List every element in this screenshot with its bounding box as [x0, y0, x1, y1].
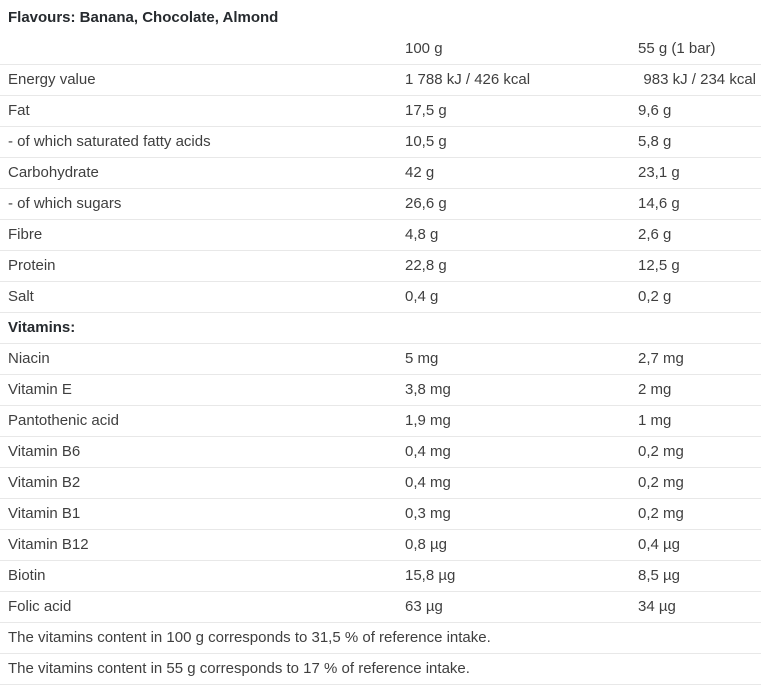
value-per-bar: 0,2 mg — [630, 437, 761, 468]
nutrient-label: Energy value — [0, 65, 397, 96]
nutrient-label: Salt — [0, 282, 397, 313]
value-per-100g: 3,8 mg — [397, 375, 630, 406]
nutrient-label: Pantothenic acid — [0, 406, 397, 437]
value-per-bar: 23,1 g — [630, 158, 761, 189]
value-per-bar: 0,2 mg — [630, 499, 761, 530]
flavours-title: Flavours: Banana, Chocolate, Almond — [8, 9, 279, 26]
value-per-bar: 14,6 g — [630, 189, 761, 220]
nutrient-label: Fibre — [0, 220, 397, 251]
value-per-100g: 22,8 g — [397, 251, 630, 282]
table-row — [0, 313, 761, 344]
table-row — [0, 158, 761, 189]
table-row — [0, 468, 761, 499]
nutrient-label: Niacin — [0, 344, 397, 375]
header-nutrient-column — [0, 34, 397, 65]
value-per-bar: 8,5 µg — [630, 561, 761, 592]
table-row — [0, 220, 761, 251]
nutrient-label: Vitamin B12 — [0, 530, 397, 561]
value-per-100g: 63 µg — [397, 592, 630, 623]
value-per-100g: 0,4 mg — [397, 468, 630, 499]
table-row — [0, 282, 761, 313]
header-per-100g: 100 g — [397, 34, 630, 65]
footnote: The vitamins content in 55 g corresponds to 17 % of reference intake. — [0, 654, 761, 685]
value-per-100g: 42 g — [397, 158, 630, 189]
value-per-100g — [397, 313, 630, 344]
table-row — [0, 344, 761, 375]
value-per-bar — [630, 313, 761, 344]
value-per-100g: 0,3 mg — [397, 499, 630, 530]
value-per-100g: 0,4 g — [397, 282, 630, 313]
value-per-bar: 0,2 mg — [630, 468, 761, 499]
footnote: The vitamins content in 100 g corresponds to 31,5 % of reference intake. — [0, 623, 761, 654]
value-per-bar: 0,2 g — [630, 282, 761, 313]
value-per-100g: 0,4 mg — [397, 437, 630, 468]
footnote-row — [0, 654, 761, 685]
value-per-bar: 2,7 mg — [630, 344, 761, 375]
value-per-bar: 983 kJ / 234 kcal — [630, 65, 761, 96]
value-per-bar: 2,6 g — [630, 220, 761, 251]
nutrient-label: Fat — [0, 96, 397, 127]
value-per-bar: 34 µg — [630, 592, 761, 623]
nutrient-label: Biotin — [0, 561, 397, 592]
table-row — [0, 189, 761, 220]
table-row — [0, 127, 761, 158]
value-per-100g: 1 788 kJ / 426 kcal — [397, 65, 630, 96]
nutrient-label: Carbohydrate — [0, 158, 397, 189]
value-per-100g: 26,6 g — [397, 189, 630, 220]
value-per-100g: 15,8 µg — [397, 561, 630, 592]
table-row — [0, 530, 761, 561]
nutrient-label: Folic acid — [0, 592, 397, 623]
value-per-100g: 0,8 µg — [397, 530, 630, 561]
header-per-bar: 55 g (1 bar) — [630, 34, 761, 65]
value-per-bar: 5,8 g — [630, 127, 761, 158]
nutrient-label: Protein — [0, 251, 397, 282]
table-header-row — [0, 34, 761, 65]
table-row — [0, 251, 761, 282]
nutrition-table — [0, 34, 761, 685]
value-per-bar: 12,5 g — [630, 251, 761, 282]
value-per-bar: 2 mg — [630, 375, 761, 406]
value-per-100g: 10,5 g — [397, 127, 630, 158]
nutrient-label: Vitamin E — [0, 375, 397, 406]
value-per-bar: 0,4 µg — [630, 530, 761, 561]
value-per-100g: 5 mg — [397, 344, 630, 375]
table-row — [0, 406, 761, 437]
table-row — [0, 499, 761, 530]
nutrient-label: - of which saturated fatty acids — [0, 127, 397, 158]
nutrition-table-body — [0, 65, 761, 685]
table-row — [0, 96, 761, 127]
value-per-bar: 1 mg — [630, 406, 761, 437]
value-per-100g: 17,5 g — [397, 96, 630, 127]
value-per-100g: 4,8 g — [397, 220, 630, 251]
value-per-100g: 1,9 mg — [397, 406, 630, 437]
table-row — [0, 592, 761, 623]
table-row — [0, 437, 761, 468]
table-row — [0, 561, 761, 592]
table-row — [0, 65, 761, 96]
nutrient-label: Vitamin B2 — [0, 468, 397, 499]
nutrient-label: Vitamins: — [0, 313, 397, 344]
nutrient-label: Vitamin B1 — [0, 499, 397, 530]
nutrient-label: - of which sugars — [0, 189, 397, 220]
nutrient-label: Vitamin B6 — [0, 437, 397, 468]
table-row — [0, 375, 761, 406]
value-per-bar: 9,6 g — [630, 96, 761, 127]
footnote-row — [0, 623, 761, 654]
